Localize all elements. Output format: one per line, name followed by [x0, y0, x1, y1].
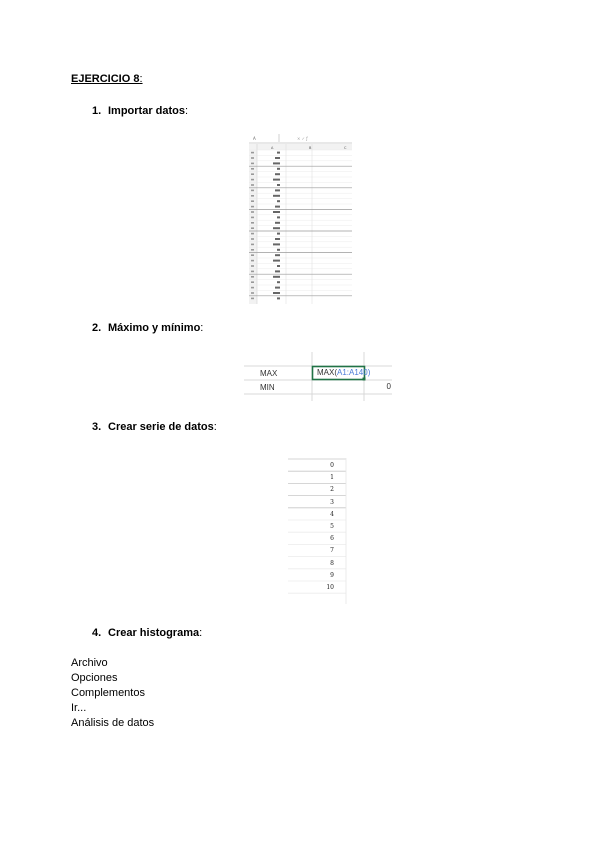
svg-text:A: A — [271, 146, 274, 150]
series-cell: 5 — [330, 523, 334, 530]
series-cell: 6 — [330, 535, 334, 543]
series-screenshot — [288, 458, 348, 604]
step-3-heading: 3. Crear serie de datos: — [92, 421, 217, 433]
menu-path-item: Archivo — [71, 657, 108, 669]
step-number: 3. — [92, 421, 102, 433]
series-cell: 0 — [330, 462, 334, 469]
step-label: Máximo y mínimo — [108, 322, 201, 334]
min-label: MIN — [260, 383, 275, 392]
imported-data-screenshot — [249, 132, 352, 304]
series-cell: 4 — [330, 510, 334, 518]
step-label: Crear histograma — [108, 627, 200, 639]
series-cell: 8 — [330, 559, 334, 567]
max-label: MAX — [260, 369, 278, 378]
step-number: 4. — [92, 627, 102, 639]
svg-text:A: A — [253, 136, 256, 141]
menu-path-item: Análisis de datos — [71, 717, 155, 729]
max-min-screenshot — [244, 352, 392, 401]
step-label: Importar datos — [108, 105, 186, 117]
menu-path-item: Complementos — [71, 687, 145, 699]
menu-path-item: Opciones — [71, 672, 118, 684]
exercise-title: EJERCICIO 8: — [71, 73, 143, 85]
series-cell: 9 — [330, 571, 334, 579]
series-cell: 10 — [326, 584, 334, 591]
step-1-heading: 1. Importar datos: — [92, 105, 189, 117]
series-cell: 3 — [330, 498, 334, 506]
svg-text:C: C — [344, 146, 347, 150]
menu-path-list — [71, 656, 154, 731]
svg-text:× ✓ ƒ: × ✓ ƒ — [297, 136, 308, 141]
step-4-heading: 4. Crear histograma: — [92, 627, 203, 639]
series-cell: 7 — [330, 547, 334, 555]
step-label: Crear serie de datos — [108, 421, 214, 433]
spreadsheet-image — [249, 132, 352, 304]
menu-path-item: Ir... — [71, 702, 87, 714]
step-number: 2. — [92, 322, 102, 334]
series-cell: 1 — [330, 474, 334, 482]
step-2-heading: 2. Máximo y mínimo: — [92, 322, 204, 334]
step-number: 1. — [92, 105, 102, 117]
min-value: 0 — [386, 382, 391, 391]
series-cell: 2 — [330, 486, 334, 494]
svg-text:B: B — [309, 146, 312, 150]
max-formula: MAX(A1:A140) — [317, 368, 371, 377]
